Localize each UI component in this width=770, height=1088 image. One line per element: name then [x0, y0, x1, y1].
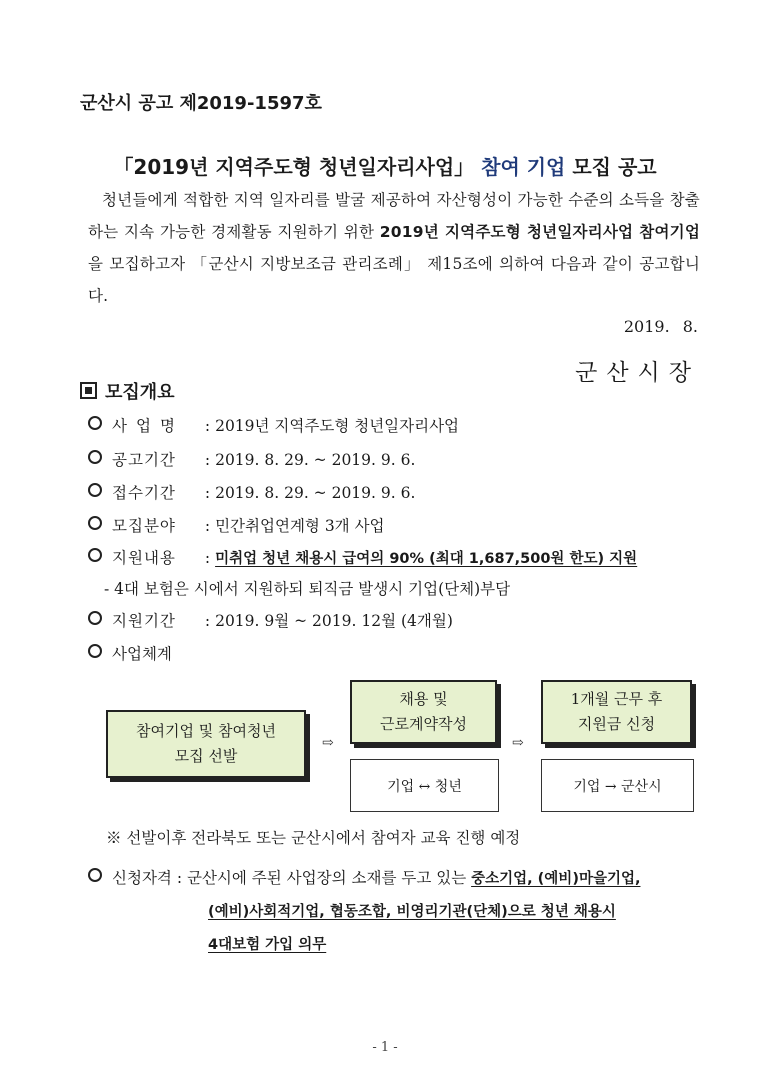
issuer: 군산시장	[575, 360, 700, 386]
item-label: 사업명	[112, 417, 184, 435]
item-value: 2019. 8. 29. ~ 2019. 9. 6.	[215, 484, 416, 502]
item-sep: :	[171, 869, 187, 887]
flow-step3-box	[541, 680, 692, 744]
item-label: 접수기간	[112, 484, 176, 502]
square-bullet-icon	[80, 382, 97, 399]
item-sep: :	[200, 549, 216, 567]
circle-bullet-icon	[88, 644, 102, 658]
item-sep: :	[200, 612, 216, 630]
flow-step1-box	[106, 710, 306, 778]
item-receipt-period	[88, 481, 415, 503]
item-system	[88, 642, 172, 664]
item-label: 지원기간	[112, 612, 176, 630]
flow-step1-line2: 모집 선발	[174, 747, 238, 765]
intro-paragraph	[88, 184, 700, 312]
intro-bold1: 2019년 지역주도형 청년일자리사업 참여기업	[379, 223, 700, 241]
qual-bold1: 중소기업, (예비)마을기업,	[471, 871, 641, 887]
intro-text2: 을 모집하고자 「군산시 지방보조금 관리조례」 제15조에 의하여 다음과 같이 공고합니다.	[88, 255, 700, 305]
page-title	[0, 151, 770, 180]
item-label: 공고기간	[112, 451, 176, 469]
flow-step3-line1: 1개월 근무 후	[570, 690, 663, 708]
item-value: 2019년 지역주도형 청년일자리사업	[215, 417, 460, 435]
title-part3: 모집 공고	[572, 155, 657, 179]
item-sep: :	[200, 451, 216, 469]
flow-step2-sub: 기업 ↔ 청년	[350, 759, 499, 812]
section-title-text: 모집개요	[105, 382, 175, 403]
item-sep: :	[200, 484, 216, 502]
item-label: 신청자격	[112, 869, 172, 887]
circle-bullet-icon	[88, 483, 102, 497]
circle-bullet-icon	[88, 611, 102, 625]
qual-bold2: (예비)사회적기업, 협동조합, 비영리기관(단체)으로 청년 채용시	[208, 904, 616, 920]
flow-step2-box	[350, 680, 497, 744]
flow-step1-line1: 참여기업 및 참여청년	[136, 722, 276, 740]
title-part1: 「2019년 지역주도형 청년일자리사업」	[113, 155, 475, 179]
item-value: 민간취업연계형 3개 사업	[215, 517, 385, 535]
notice-number: 군산시 공고 제2019-1597호	[80, 93, 322, 114]
item-recruit-field	[88, 514, 385, 536]
item-qualification	[88, 862, 640, 961]
flow-step2-line1: 채용 및	[399, 690, 448, 708]
title-part2: 참여 기업	[481, 155, 566, 179]
flow-arrow-icon: ⇨	[512, 735, 524, 751]
item-sep: :	[200, 417, 216, 435]
item-value: 미취업 청년 채용시 급여의 90% (최대 1,687,500원 한도) 지원	[215, 551, 638, 567]
circle-bullet-icon	[88, 516, 102, 530]
item-sep: :	[200, 517, 216, 535]
item-notice-period	[88, 448, 415, 470]
item-support-content	[88, 546, 637, 568]
flow-step3-line2: 지원금 신청	[577, 715, 656, 733]
circle-bullet-icon	[88, 548, 102, 562]
page-number: - 1 -	[372, 1040, 398, 1055]
flow-step2-line2: 근로계약작성	[380, 715, 467, 733]
item-business-name	[88, 414, 459, 436]
notice-date: 2019. 8.	[623, 317, 698, 336]
qual-text1: 군산시에 주된 사업장의 소재를 두고 있는	[186, 869, 472, 887]
section-title	[80, 378, 175, 404]
item-label: 지원내용	[112, 549, 176, 567]
flow-step3-sub: 기업 → 군산시	[541, 759, 694, 812]
circle-bullet-icon	[88, 416, 102, 430]
item-value: 2019. 8. 29. ~ 2019. 9. 6.	[215, 451, 416, 469]
flow-arrow-icon: ⇨	[322, 735, 334, 751]
support-note: - 4대 보험은 시에서 지원하되 퇴직금 발생시 기업(단체)부담	[104, 580, 511, 598]
circle-bullet-icon	[88, 450, 102, 464]
qual-bold3: 4대보험 가입 의무	[208, 937, 327, 953]
item-support-period	[88, 609, 453, 631]
intro-text1: 청년들에게 적합한 지역 일자리를 발굴 제공하여 자산형성이 가능한 수준의 소득을 창출하는 지속 가능한 경제활동 지원하기 위한	[88, 191, 700, 241]
note: ※ 선발이후 전라북도 또는 군산시에서 참여자 교육 진행 예정	[106, 829, 521, 847]
item-value: 2019. 9월 ~ 2019. 12월 (4개월)	[215, 612, 453, 630]
circle-bullet-icon	[88, 868, 102, 882]
item-label: 모집분야	[112, 517, 176, 535]
item-label: 사업체계	[112, 645, 172, 663]
